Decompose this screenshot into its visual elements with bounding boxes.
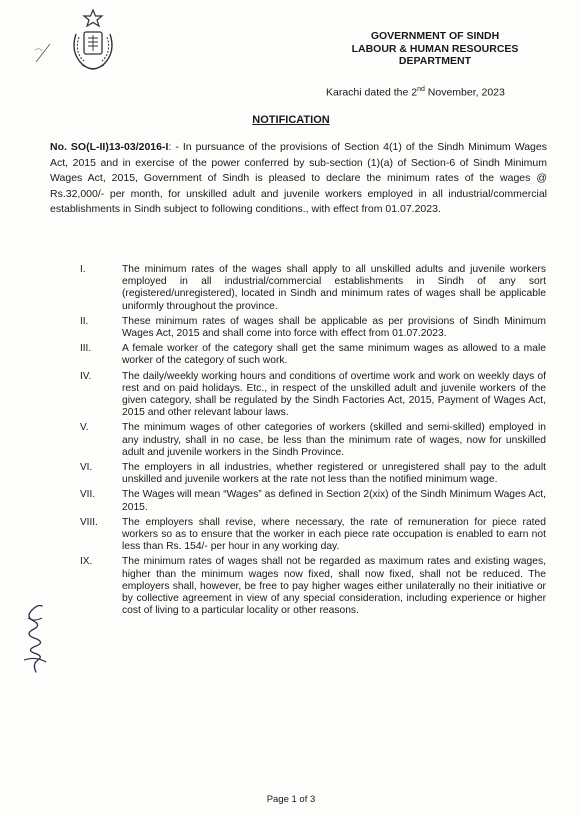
list-item [80, 556, 546, 617]
list-item [80, 517, 546, 554]
intro-paragraph [50, 140, 547, 218]
item-text: A female worker of the category shall get the same minimum wages as allowed to a male worker of the category of such work. [122, 343, 546, 367]
list-item [80, 462, 546, 486]
item-text: The Wages will mean “Wages” as defined in Section 2(xix) of the Sindh Minimum Wages Act, 2015. [122, 489, 546, 513]
item-text: The daily/weekly working hours and conditions of overtime work and work on weekly days of rest and on paid holidays. Etc., in respect of the unskilled adult and juvenile workers of the given category, shall be regulated by the Sindh Factories Act, 2015, Payment of Wages Act, 2015 and other relevant labour laws. [122, 370, 546, 419]
item-number: I. [80, 264, 86, 275]
list-item [80, 343, 546, 367]
item-number: V. [80, 422, 89, 434]
item-number: IV. [80, 370, 92, 382]
item-number: VIII. [80, 516, 98, 528]
list-item [80, 489, 546, 513]
dept-line: LABOUR & HUMAN RESOURCES [351, 42, 519, 55]
item-text: The minimum rates of the wages shall apply to all unskilled adults and juvenile workers employed in all industrial/commercial establishments in Sindh of any sort (registered/unregistered), located in Sindh and minimum rates of wages shall be applicable uniformly throughout the province. [122, 264, 546, 312]
item-text: These minimum rates of wages shall be applicable as per provisions of Sindh Minimum Wages Act, 2015 and shall come into force with effect from 01.07.2023. [122, 315, 546, 340]
item-number: VI. [80, 462, 93, 474]
item-text: The employers shall revise, where necessary, the rate of remuneration for piece rated workers so as to ensure that the worker in each piece rate occupation is enabled to earn not less than Rs. 154/- per hour in any working day. [122, 516, 546, 553]
list-item [80, 316, 546, 340]
dept-line: GOVERNMENT OF SINDH [370, 30, 500, 42]
date-sup: nd [417, 86, 425, 93]
date-line [326, 86, 505, 99]
item-number: III. [80, 343, 92, 355]
list-item [80, 371, 546, 420]
item-text: The minimum wages of other categories of workers (skilled and semi-skilled) employed in any industry, shall in no case, be less than the minimum rate of wages, now for unskilled adult and juvenile workers in the Sindh Province. [122, 422, 546, 458]
conditions-list [80, 264, 546, 620]
department-header [330, 30, 540, 68]
pen-mark-icon [34, 42, 52, 64]
item-text: The employers in all industries, whether registered or unregistered shall pay to the adult unskilled and juvenile workers at the rate not less than the notified minimum wage. [122, 462, 546, 486]
date-prefix: Karachi dated the 2 [326, 86, 418, 99]
government-seal-icon [64, 8, 122, 72]
item-number: VII. [80, 489, 96, 501]
notification-ref: No. SO(L-II)13-03/2016-I [50, 141, 169, 153]
intro-text: : - In pursuance of the provisions of Section 4(1) of the Sindh Minimum Wages Act, 2015 and in exercise of the power conferred by sub-section (1)(a) of Section-6 of Sindh Minimum Wages Act, 2015, Government of Sindh is pleased to declare the minimum rates of the wages @ Rs.32,000/- per month, for unskilled adult and juvenile workers employed in all industrial/commercial establishments in Sindh subject to following conditions., with effect from 01.07.2023. [50, 141, 547, 215]
page-footer: Page 1 of 3 [266, 794, 316, 805]
dept-line: DEPARTMENT [398, 55, 472, 67]
list-item [80, 264, 546, 313]
handwritten-signature [14, 598, 54, 676]
item-number: IX. [80, 556, 93, 568]
item-number: II. [80, 315, 89, 327]
item-text: The minimum rates of wages shall not be regarded as maximum rates and existing wages, higher than the minimum wages now fixed, shall now fixed, shall not be reduced. The employers shall, however, be free to pay higher wages either unilaterally no their initiative or by collective agreement in view of any special consideration, including experience or higher cost of living to a particular locality or other reasons. [122, 556, 546, 617]
list-item [80, 422, 546, 459]
document-title: NOTIFICATION [252, 114, 330, 126]
date-suffix: November, 2023 [424, 86, 505, 99]
